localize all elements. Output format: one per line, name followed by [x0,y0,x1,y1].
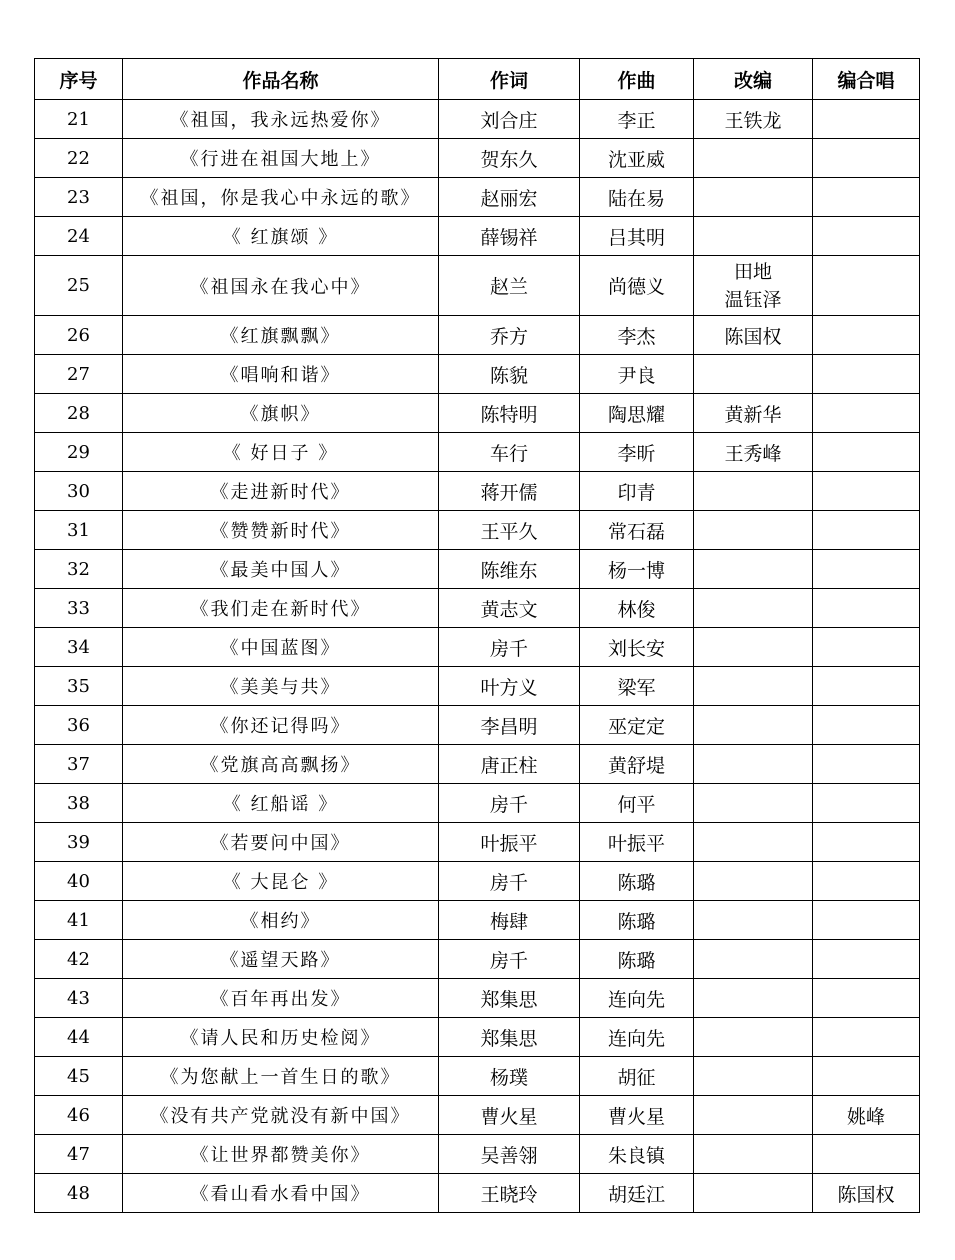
cell-composer: 朱良镇 [580,1135,694,1174]
cell-chorus-arranger [813,472,920,511]
cell-composer: 陈璐 [580,901,694,940]
table-row [35,256,920,316]
cell-composer: 常石磊 [580,511,694,550]
cell-no: 47 [35,1135,123,1174]
cell-no: 41 [35,901,123,940]
header-composer: 作曲 [580,59,694,100]
cell-chorus-arranger [813,706,920,745]
cell-title: 《 红船谣 》 [123,784,439,823]
cell-lyricist: 郑集思 [439,1018,580,1057]
cell-composer: 陶思耀 [580,394,694,433]
cell-chorus-arranger: 姚峰 [813,1096,920,1135]
cell-title: 《祖国永在我心中》 [123,256,439,316]
table-row [35,100,920,139]
cell-lyricist: 陈维东 [439,550,580,589]
cell-title: 《行进在祖国大地上》 [123,139,439,178]
cell-lyricist: 蒋开儒 [439,472,580,511]
table-row [35,217,920,256]
cell-arranger: 黄新华 [694,394,813,433]
cell-title: 《 大昆仑 》 [123,862,439,901]
cell-chorus-arranger [813,100,920,139]
cell-lyricist: 李昌明 [439,706,580,745]
cell-no: 25 [35,256,123,316]
cell-chorus-arranger [813,667,920,706]
cell-lyricist: 陈貌 [439,355,580,394]
table-row [35,511,920,550]
cell-chorus-arranger: 陈国权 [813,1174,920,1213]
table-row [35,979,920,1018]
cell-title: 《你还记得吗》 [123,706,439,745]
cell-composer: 曹火星 [580,1096,694,1135]
cell-title: 《中国蓝图》 [123,628,439,667]
header-title: 作品名称 [123,59,439,100]
table-row [35,139,920,178]
table-row [35,784,920,823]
cell-arranger: 王铁龙 [694,100,813,139]
cell-chorus-arranger [813,433,920,472]
cell-no: 38 [35,784,123,823]
cell-lyricist: 黄志文 [439,589,580,628]
cell-title: 《祖国，你是我心中永远的歌》 [123,178,439,217]
cell-arranger [694,217,813,256]
cell-title: 《祖国，我永远热爱你》 [123,100,439,139]
cell-arranger-line: 温钰泽 [724,288,782,311]
cell-no: 30 [35,472,123,511]
cell-arranger [694,511,813,550]
cell-title: 《百年再出发》 [123,979,439,1018]
cell-title: 《红旗飘飘》 [123,316,439,355]
cell-composer: 林俊 [580,589,694,628]
cell-lyricist: 房千 [439,784,580,823]
cell-arranger [694,706,813,745]
cell-arranger [694,1057,813,1096]
cell-chorus-arranger [813,1018,920,1057]
cell-arranger [694,472,813,511]
cell-title: 《旗帜》 [123,394,439,433]
table-row [35,1057,920,1096]
cell-composer: 陈璐 [580,940,694,979]
cell-arranger [694,901,813,940]
cell-lyricist: 梅肆 [439,901,580,940]
table-row [35,316,920,355]
cell-arranger-line: 田地 [733,260,772,283]
cell-arranger [694,550,813,589]
cell-lyricist: 刘合庄 [439,100,580,139]
cell-composer: 杨一博 [580,550,694,589]
cell-no: 43 [35,979,123,1018]
cell-lyricist: 乔方 [439,316,580,355]
table-row [35,1135,920,1174]
cell-lyricist: 赵兰 [439,256,580,316]
cell-arranger [694,628,813,667]
cell-chorus-arranger [813,139,920,178]
cell-lyricist: 赵丽宏 [439,178,580,217]
cell-no: 33 [35,589,123,628]
cell-lyricist: 房千 [439,940,580,979]
cell-title: 《走进新时代》 [123,472,439,511]
cell-title: 《 红旗颂 》 [123,217,439,256]
cell-chorus-arranger [813,862,920,901]
cell-composer: 叶振平 [580,823,694,862]
cell-chorus-arranger [813,979,920,1018]
cell-title: 《党旗高高飘扬》 [123,745,439,784]
table-row [35,355,920,394]
cell-title: 《若要问中国》 [123,823,439,862]
table-row [35,472,920,511]
cell-chorus-arranger [813,745,920,784]
cell-arranger [694,979,813,1018]
cell-no: 39 [35,823,123,862]
song-table [34,58,920,1213]
table-row [35,433,920,472]
cell-chorus-arranger [813,823,920,862]
cell-arranger [694,1018,813,1057]
cell-no: 24 [35,217,123,256]
table-row [35,1174,920,1213]
table-row [35,940,920,979]
cell-lyricist: 王晓玲 [439,1174,580,1213]
cell-chorus-arranger [813,511,920,550]
cell-composer: 梁军 [580,667,694,706]
cell-arranger: 陈国权 [694,316,813,355]
cell-title: 《看山看水看中国》 [123,1174,439,1213]
cell-lyricist: 房千 [439,862,580,901]
cell-no: 26 [35,316,123,355]
cell-lyricist: 郑集思 [439,979,580,1018]
cell-no: 32 [35,550,123,589]
table-row [35,589,920,628]
cell-arranger [694,178,813,217]
cell-arranger [694,667,813,706]
cell-no: 28 [35,394,123,433]
cell-arranger [694,940,813,979]
cell-lyricist: 叶方义 [439,667,580,706]
cell-composer: 尹良 [580,355,694,394]
cell-arranger [694,784,813,823]
cell-lyricist: 杨璞 [439,1057,580,1096]
cell-composer: 何平 [580,784,694,823]
cell-composer: 印青 [580,472,694,511]
header-row [35,59,920,100]
cell-chorus-arranger [813,217,920,256]
table-row [35,394,920,433]
cell-composer: 尚德义 [580,256,694,316]
cell-chorus-arranger [813,940,920,979]
cell-chorus-arranger [813,1057,920,1096]
cell-lyricist: 陈特明 [439,394,580,433]
cell-no: 21 [35,100,123,139]
cell-no: 35 [35,667,123,706]
cell-no: 22 [35,139,123,178]
cell-chorus-arranger [813,901,920,940]
cell-chorus-arranger [813,628,920,667]
table-row [35,745,920,784]
cell-lyricist: 唐正柱 [439,745,580,784]
cell-chorus-arranger [813,316,920,355]
cell-no: 23 [35,178,123,217]
table-row [35,1096,920,1135]
cell-no: 36 [35,706,123,745]
cell-no: 48 [35,1174,123,1213]
cell-no: 44 [35,1018,123,1057]
cell-title: 《请人民和历史检阅》 [123,1018,439,1057]
cell-no: 46 [35,1096,123,1135]
cell-composer: 李昕 [580,433,694,472]
cell-chorus-arranger [813,550,920,589]
header-no: 序号 [35,59,123,100]
cell-no: 27 [35,355,123,394]
cell-no: 31 [35,511,123,550]
cell-chorus-arranger [813,355,920,394]
table-row [35,628,920,667]
cell-lyricist: 叶振平 [439,823,580,862]
cell-composer: 李杰 [580,316,694,355]
table-row [35,667,920,706]
cell-arranger [694,862,813,901]
cell-composer: 连向先 [580,979,694,1018]
table-body [35,100,920,1213]
cell-no: 29 [35,433,123,472]
cell-title: 《相约》 [123,901,439,940]
cell-arranger [694,1096,813,1135]
cell-composer: 陆在易 [580,178,694,217]
table-row [35,550,920,589]
cell-no: 37 [35,745,123,784]
cell-lyricist: 贺东久 [439,139,580,178]
cell-composer: 李正 [580,100,694,139]
cell-composer: 连向先 [580,1018,694,1057]
cell-lyricist: 薛锡祥 [439,217,580,256]
cell-chorus-arranger [813,589,920,628]
cell-no: 42 [35,940,123,979]
cell-title: 《为您献上一首生日的歌》 [123,1057,439,1096]
cell-chorus-arranger [813,1135,920,1174]
cell-lyricist: 王平久 [439,511,580,550]
table-row [35,862,920,901]
cell-lyricist: 房千 [439,628,580,667]
cell-arranger [694,589,813,628]
cell-composer: 胡征 [580,1057,694,1096]
table-row [35,178,920,217]
cell-title: 《遥望天路》 [123,940,439,979]
cell-title: 《最美中国人》 [123,550,439,589]
cell-arranger [694,823,813,862]
cell-composer: 巫定定 [580,706,694,745]
cell-composer: 刘长安 [580,628,694,667]
cell-arranger [694,256,813,316]
table-row [35,823,920,862]
header-arranger: 改编 [694,59,813,100]
cell-lyricist: 曹火星 [439,1096,580,1135]
cell-title: 《赞赞新时代》 [123,511,439,550]
cell-title: 《唱响和谐》 [123,355,439,394]
cell-arranger [694,1135,813,1174]
cell-title: 《让世界都赞美你》 [123,1135,439,1174]
cell-chorus-arranger [813,784,920,823]
cell-arranger: 王秀峰 [694,433,813,472]
cell-no: 34 [35,628,123,667]
header-lyricist: 作词 [439,59,580,100]
cell-chorus-arranger [813,178,920,217]
cell-no: 45 [35,1057,123,1096]
cell-lyricist: 吴善翎 [439,1135,580,1174]
table-row [35,706,920,745]
cell-composer: 黄舒堤 [580,745,694,784]
cell-composer: 胡廷江 [580,1174,694,1213]
cell-arranger [694,1174,813,1213]
cell-title: 《 好日子 》 [123,433,439,472]
cell-chorus-arranger [813,394,920,433]
header-chorus-arranger: 编合唱 [813,59,920,100]
cell-chorus-arranger [813,256,920,316]
cell-composer: 陈璐 [580,862,694,901]
cell-arranger [694,355,813,394]
cell-title: 《我们走在新时代》 [123,589,439,628]
cell-composer: 沈亚威 [580,139,694,178]
table-row [35,901,920,940]
cell-no: 40 [35,862,123,901]
cell-arranger [694,745,813,784]
cell-lyricist: 车行 [439,433,580,472]
cell-title: 《没有共产党就没有新中国》 [123,1096,439,1135]
cell-composer: 吕其明 [580,217,694,256]
table-row [35,1018,920,1057]
cell-arranger [694,139,813,178]
cell-title: 《美美与共》 [123,667,439,706]
